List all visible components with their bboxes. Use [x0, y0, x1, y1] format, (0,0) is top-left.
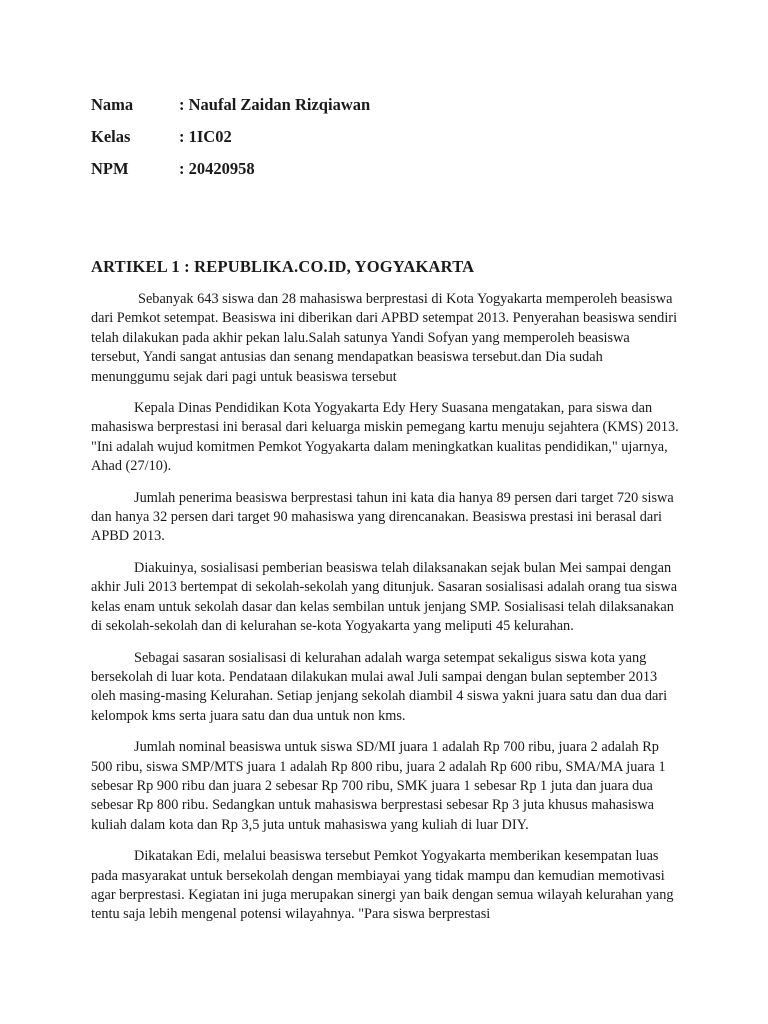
paragraph-4: Diakuinya, sosialisasi pemberian beasiswa telah dilaksanakan sejak bulan Mei sampai dengan akhir Juli 2013 bertempat di sekolah-sekolah yang ditunjuk. Sasaran sosialisasi adalah orang tua siswa kelas enam untuk sekolah dasar dan kelas sembilan untuk jenjang SMP. Sosialisasi telah dilaksanakan di sekolah-sekolah dan di kelurahan se-kota Yogyakarta yang meliputi 45 kelurahan. — [91, 559, 678, 635]
nama-value: : Naufal Zaidan Rizqiawan — [179, 95, 371, 114]
npm-value: : 20420958 — [179, 159, 255, 178]
student-identity — [91, 93, 370, 189]
paragraph-3: Jumlah penerima beasiswa berprestasi tahun ini kata dia hanya 89 persen dari target 720 siswa dan hanya 32 persen dari target 90 mahasiswa yang direncanakan. Beasiswa prestasi ini berasal dari APBD 2013. — [91, 489, 674, 545]
paragraph-2: Kepala Dinas Pendidikan Kota Yogyakarta Edy Hery Suasana mengatakan, para siswa dan mahasiswa berprestasi ini berasal dari keluarga miskin pemegang kartu menuju sejahtera (KMS) 2013. "Ini adalah wujud komitmen Pemkot Yogyakarta dalam meningkatkan kualitas pendidikan," ujarnya, Ahad (27/10). — [91, 400, 679, 475]
paragraph-1: Sebanyak 643 siswa dan 28 mahasiswa berprestasi di Kota Yogyakarta memperoleh beasiswa dari Pemkot setempat. Beasiswa ini diberikan dari APBD setempat 2013. Penyerahan beasiswa sendiri telah dilakukan pada akhir pekan lalu.Salah satunya Yandi Sofyan yang memperoleh beasiswa tersebut, Yandi sangat antusias dan senang mendapatkan beasiswa tersebut.dan Dia sudah menunggumu sejak dari pagi untuk beasiswa tersebut — [91, 291, 678, 385]
kelas-row — [91, 125, 370, 157]
npm-label: NPM — [91, 159, 129, 178]
paragraph-7: Dikatakan Edi, melalui beasiswa tersebut Pemkot Yogyakarta memberikan kesempatan luas pada masyarakat untuk bersekolah dengan membiayai yang tidak mampu dan kemudian memotivasi agar berprestasi. Kegiatan ini juga merupakan sinergi yan baik dengan semua wilayah kelurahan yang tentu saja lebih mengenal potensi wilayahnya. "Para siswa berprestasi — [91, 848, 674, 923]
kelas-value: : 1IC02 — [179, 127, 232, 146]
nama-row — [91, 93, 370, 125]
nama-label: Nama — [91, 95, 134, 114]
paragraph-6: Jumlah nominal beasiswa untuk siswa SD/MI juara 1 adalah Rp 700 ribu, juara 2 adalah Rp 500 ribu, siswa SMP/MTS juara 1 adalah Rp 800 ribu, juara 2 adalah Rp 600 ribu, SMA/MA juara 1 sebesar Rp 900 ribu dan juara 2 sebesar Rp 700 ribu, SMK juara 1 sebesar Rp 1 juta dan juara dua sebesar Rp 800 ribu. Sedangkan untuk mahasiswa berprestasi sebesar Rp 3 juta khusus mahasiswa kuliah dalam kota dan Rp 3,5 juta untuk mahasiswa yang kuliah di luar DIY. — [91, 739, 666, 833]
article-heading: ARTIKEL 1 : REPUBLIKA.CO.ID, YOGYAKARTA — [91, 257, 475, 276]
article-body — [91, 290, 679, 937]
npm-row — [91, 157, 370, 189]
kelas-label: Kelas — [91, 127, 131, 146]
paragraph-5: Sebagai sasaran sosialisasi di kelurahan adalah warga setempat sekaligus siswa kota yang bersekolah di luar kota. Pendataan dilakukan mulai awal Juli sampai dengan bulan september 2013 oleh masing-masing Kelurahan. Setiap jenjang sekolah diambil 4 siswa yakni juara satu dan dua dari kelompok kms serta juara satu dan dua untuk non kms. — [91, 649, 668, 724]
